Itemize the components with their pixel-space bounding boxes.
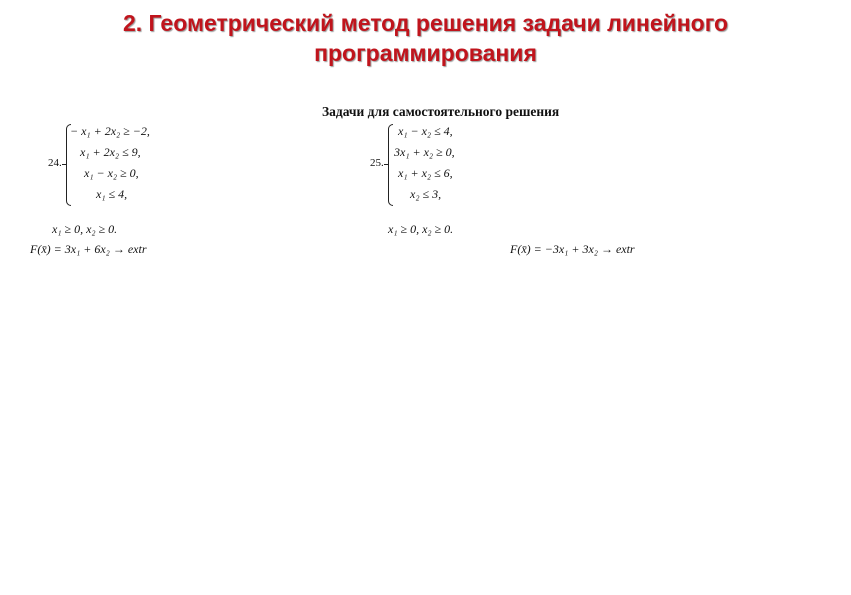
nonnegativity-conditions: x₁ ≥ 0, x₂ ≥ 0.	[52, 222, 118, 236]
problem-number: 25.	[370, 157, 384, 169]
constraint-1: − x₁ + 2x₂ ≥ −2,	[70, 124, 150, 138]
constraint-1: x₁ − x₂ ≤ 4,	[398, 124, 453, 138]
constraint-3: x₁ − x₂ ≥ 0,	[84, 166, 139, 180]
system-brace-tip	[384, 164, 388, 165]
slide-title	[0, 8, 851, 68]
title-line-1: 2. Геометрический метод решения задачи линейного	[122, 10, 729, 36]
constraint-4: x₁ ≤ 4,	[96, 187, 128, 201]
section-heading: Задачи для самостоятельного решения	[322, 104, 560, 119]
constraint-2: x₁ + 2x₂ ≤ 9,	[80, 145, 141, 159]
constraint-3: x₁ + x₂ ≤ 6,	[398, 166, 453, 180]
system-brace	[388, 124, 393, 206]
system-brace-tip	[62, 164, 66, 165]
objective-function: F(x̄) = −3x₁ + 3x₂ → extr	[510, 242, 635, 256]
objective-function: F(x̄) = 3x₁ + 6x₂ → extr	[30, 242, 147, 256]
nonnegativity-conditions: x₁ ≥ 0, x₂ ≥ 0.	[388, 222, 454, 236]
title-line-2: программирования	[314, 40, 537, 66]
constraint-2: 3x₁ + x₂ ≥ 0,	[394, 145, 455, 159]
problem-number: 24.	[48, 157, 62, 169]
constraint-4: x₂ ≤ 3,	[410, 187, 442, 201]
